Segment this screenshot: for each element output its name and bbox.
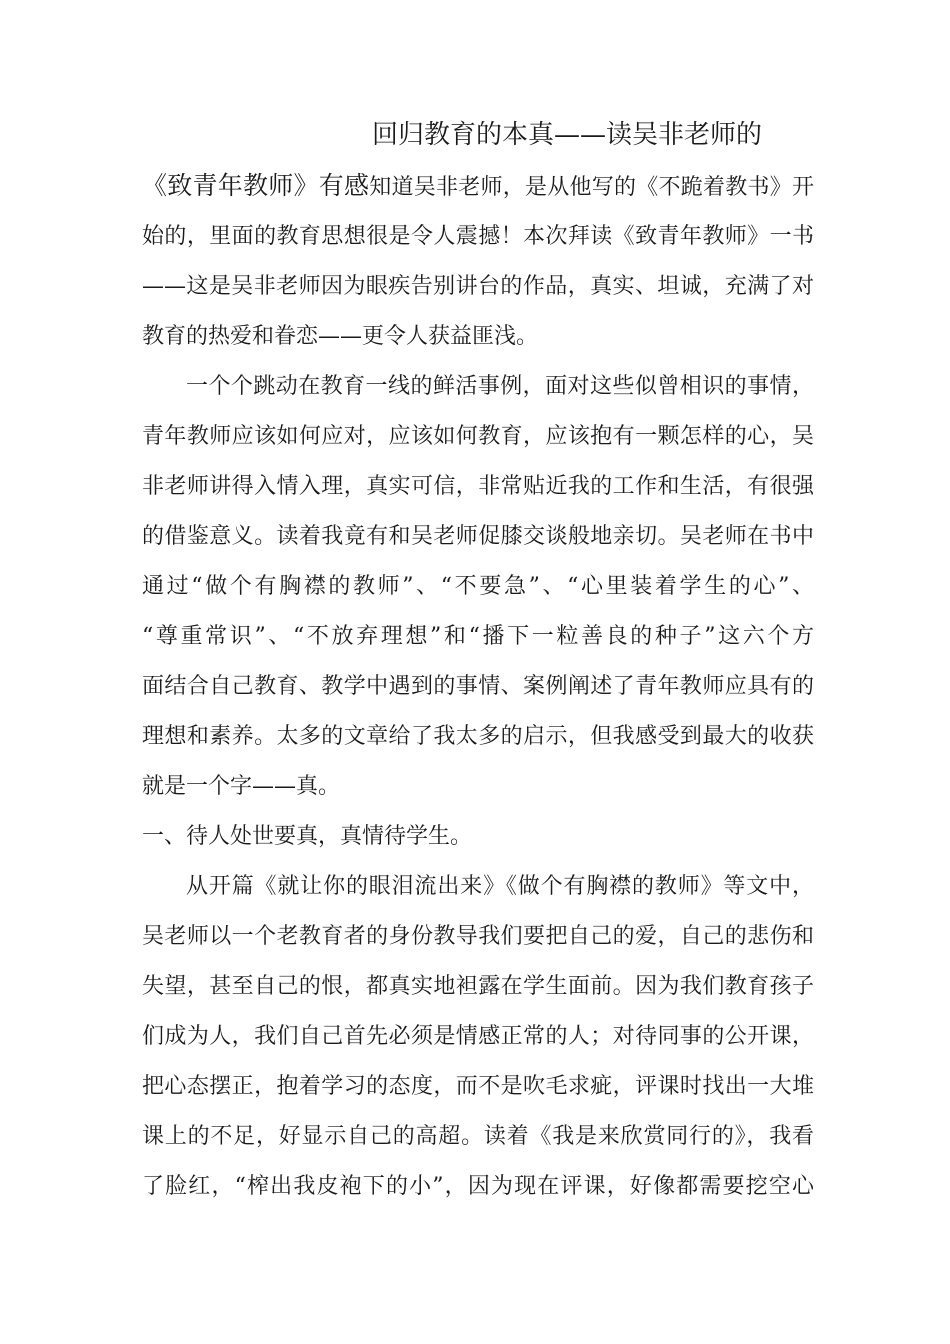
title-line-2: 《致青年教师》有感 [142,171,370,200]
document-title [372,118,762,152]
paragraph-3-line-3: 失望，甚至自己的恨，都真实地袒露在学生面前。因为我们教育孩子 [142,974,814,999]
paragraph-2-line-1: 一个个跳动在教育一线的鲜活事例，面对这些似曾相识的事情， [186,374,814,399]
paragraph-2-line-6: “尊重常识”、“不放弃理想”和“播下一粒善良的种子”这六个方 [142,624,814,649]
paragraph-2-line-3: 非老师讲得入情入理，真实可信，非常贴近我的工作和生活，有很强 [142,474,814,499]
paragraph-2-line-8: 理想和素养。太多的文章给了我太多的启示，但我感受到最大的收获 [142,724,814,749]
paragraph-2-line-7: 面结合自己教育、教学中遇到的事情、案例阐述了青年教师应具有的 [142,674,814,699]
paragraph-3-line-4: 们成为人，我们自己首先必须是情感正常的人；对待同事的公开课， [142,1024,814,1049]
section-heading: 一、待人处世要真，真情待学生。 [142,824,473,849]
title-line-1: 回归教育的本真——读吴非老师的 [372,120,763,150]
paragraph-3-line-2: 吴老师以一个老教育者的身份教导我们要把自己的爱，自己的悲伤和 [142,924,814,949]
paragraph-2-line-2: 青年教师应该如何应对，应该如何教育，应该抱有一颗怎样的心，吴 [142,424,814,449]
paragraph-1-first-line-text: 知道吴非老师，是从他写的《不跪着教书》开 [369,175,814,200]
paragraph-3-line-5: 把心态摆正，抱着学习的态度，而不是吹毛求疵，评课时找出一大堆 [142,1074,814,1099]
paragraph-2-line-5: 通过“做个有胸襟的教师”、“不要急”、“心里装着学生的心”、 [142,574,814,599]
paragraph-2-line-9: 就是一个字——真。 [142,774,341,799]
paragraph-2-line-4: 的借鉴意义。读着我竟有和吴老师促膝交谈般地亲切。吴老师在书中 [142,524,814,549]
paragraph-3-line-7: 了脸红，“榨出我皮袍下的小”，因为现在评课，好像都需要挖空心 [142,1174,814,1199]
paragraph-3-line-1: 从开篇《就让你的眼泪流出来》《做个有胸襟的教师》等文中， [186,874,814,899]
paragraph-1-line-1 [142,171,814,203]
paragraph-1-line-4: 教育的热爱和眷恋——更令人获益匪浅。 [142,324,539,349]
paragraph-1-line-3: ——这是吴非老师因为眼疾告别讲台的作品，真实、坦诚，充满了对 [142,274,814,299]
paragraph-3-line-6: 课上的不足，好显示自己的高超。读着《我是来欣赏同行的》，我看 [142,1124,814,1149]
paragraph-1-line-2: 始的，里面的教育思想很是令人震撼！本次拜读《致青年教师》一书 [142,224,814,249]
